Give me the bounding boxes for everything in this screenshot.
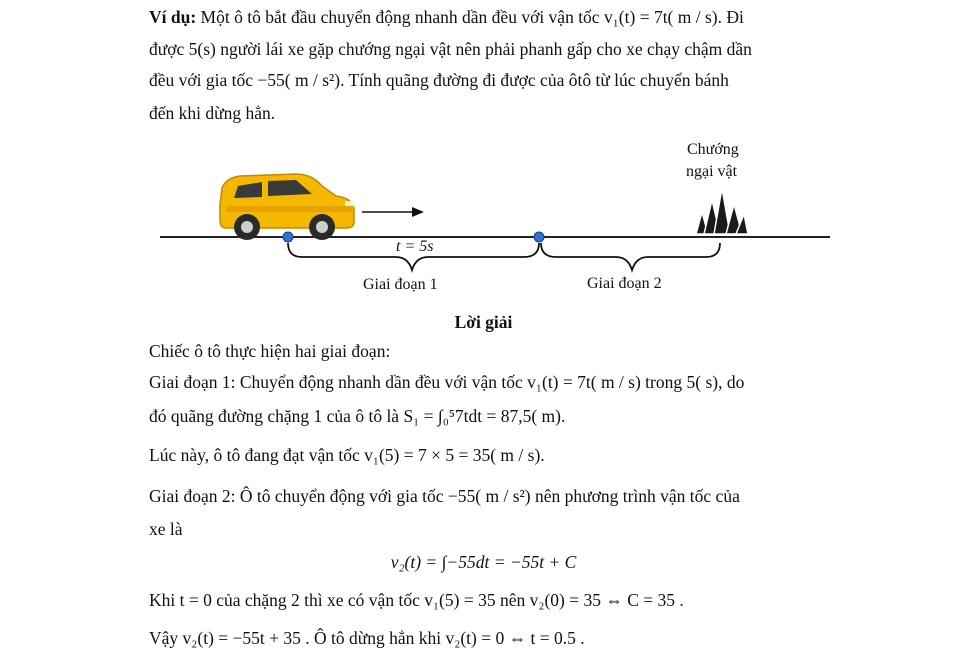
start-marker — [283, 232, 293, 242]
solution-heading: Lời giải — [454, 312, 513, 332]
stage2-label: Giai đoạn 2 — [587, 275, 662, 292]
time-label: t = 5s — [396, 238, 434, 255]
solution-line-4: Lúc này, ô tô đang đạt vận tốc v₁(5) = 7 × 5 = 35( m / s). — [149, 445, 545, 465]
example-text-1: Một ô tô bắt đầu chuyển động nhanh dần đều với vận tốc v₁(t) = 7t( m / s). Đi — [200, 7, 744, 27]
car-icon — [220, 174, 354, 240]
stage1-label: Giai đoạn 1 — [363, 276, 438, 293]
solution-line-6: xe là — [149, 519, 183, 539]
example-line-3: đều với gia tốc −55( m / s²). Tính quãng đường đi được của ôtô từ lúc chuyển bánh — [149, 70, 729, 90]
example-line-4: đến khi dừng hẳn. — [149, 103, 276, 123]
stage2-brace — [541, 243, 720, 270]
obstacle-label-2: ngại vật — [686, 163, 738, 180]
example-label: Ví dụ: — [149, 7, 197, 27]
example-line-2: được 5(s) người lái xe gặp chướng ngại vật nên phải phanh gấp cho xe chạy chậm dần — [149, 39, 752, 59]
solution-line-3: đó quãng đường chặng 1 của ô tô là S₁ = ∫₀⁵7tdt = 87,5( m). — [149, 406, 566, 426]
obstacle-label-1: Chướng — [687, 141, 739, 158]
velocity-equation: v₂(t) = ∫−55dt = −55t + C — [390, 552, 577, 572]
motion-diagram — [0, 0, 967, 300]
solution-line-1: Chiếc ô tô thực hiện hai giai đoạn: — [149, 341, 391, 361]
solution-line-2: Giai đoạn 1: Chuyển động nhanh dần đều với vận tốc v₁(t) = 7t( m / s) trong 5( s), do — [149, 372, 745, 392]
direction-arrow-icon — [362, 207, 424, 217]
solution-line-8: Khi t = 0 của chặng 2 thì xe có vận tốc v₁(5) = 35 nên v₂(0) = 35 ⇔ C = 35 . — [149, 590, 684, 610]
obstacle-icon — [696, 188, 748, 234]
solution-line-5: Giai đoạn 2: Ô tô chuyển động với gia tốc −55( m / s²) nên phương trình vận tốc của — [149, 486, 740, 506]
solution-line-9: Vậy v₂(t) = −55t + 35 . Ô tô dừng hẳn khi v₂(t) = 0 ⇔ t = 0.5 . — [149, 628, 585, 648]
t5-marker — [534, 232, 544, 242]
